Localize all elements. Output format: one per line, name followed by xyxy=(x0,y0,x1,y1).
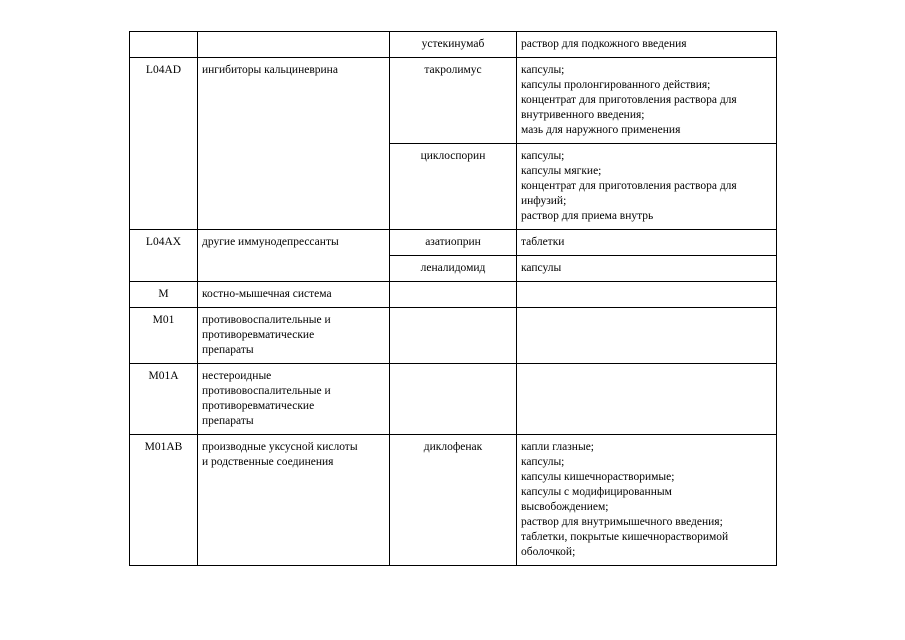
table-row xyxy=(130,32,777,58)
atc-code-cell: L04AX xyxy=(130,230,198,282)
group-name-line: препараты xyxy=(202,344,254,356)
dosage-form-line: капсулы пролонгированного действия; xyxy=(521,79,711,91)
table-row xyxy=(130,308,777,364)
group-name-line: костно-мышечная система xyxy=(202,288,332,300)
group-name-line: другие иммунодепрессанты xyxy=(202,236,339,248)
dosage-form-line: раствор для подкожного введения xyxy=(521,38,687,50)
dosage-form-line: оболочкой; xyxy=(521,546,576,558)
drug-name-cell xyxy=(390,282,517,308)
atc-code-cell: M xyxy=(130,282,198,308)
anatomical-group-cell xyxy=(198,282,390,308)
dosage-form-line: высвобождением; xyxy=(521,501,609,513)
group-name-line: производные уксусной кислоты xyxy=(202,441,358,453)
dosage-form-line: концентрат для приготовления раствора для xyxy=(521,94,737,106)
atc-code-cell: L04AD xyxy=(130,58,198,230)
dosage-form-line: капсулы; xyxy=(521,64,565,76)
drug-name-cell xyxy=(390,308,517,364)
anatomical-group-cell xyxy=(198,230,390,282)
group-name-line: и родственные соединения xyxy=(202,456,334,468)
anatomical-group-cell xyxy=(198,364,390,435)
dosage-form-line: капли глазные; xyxy=(521,441,594,453)
dosage-form-line: капсулы xyxy=(521,262,562,274)
dosage-forms-cell xyxy=(517,256,777,282)
anatomical-group-cell xyxy=(198,32,390,58)
drug-name-cell xyxy=(390,364,517,435)
group-name-line: противовоспалительные и xyxy=(202,314,331,326)
dosage-forms-cell xyxy=(517,230,777,256)
table-row xyxy=(130,58,777,144)
drug-name-cell: диклофенак xyxy=(390,435,517,566)
drug-classification-table xyxy=(129,31,777,566)
dosage-forms-cell xyxy=(517,58,777,144)
dosage-form-line: концентрат для приготовления раствора для xyxy=(521,180,737,192)
dosage-form-line: капсулы с модифицированным xyxy=(521,486,672,498)
anatomical-group-cell xyxy=(198,435,390,566)
table-body xyxy=(130,32,777,566)
drug-name-cell: циклоспорин xyxy=(390,144,517,230)
atc-code-cell: M01A xyxy=(130,364,198,435)
dosage-forms-cell xyxy=(517,364,777,435)
dosage-form-line: мазь для наружного применения xyxy=(521,124,681,136)
group-name-line: противоревматические xyxy=(202,400,315,412)
dosage-forms-cell xyxy=(517,282,777,308)
group-name-line: нестероидные xyxy=(202,370,272,382)
group-name-line: ингибиторы кальциневрина xyxy=(202,64,338,76)
dosage-form-line: капсулы мягкие; xyxy=(521,165,602,177)
dosage-form-line: капсулы; xyxy=(521,150,565,162)
drug-name-cell: устекинумаб xyxy=(390,32,517,58)
table-row xyxy=(130,230,777,256)
dosage-form-line: капсулы кишечнорастворимые; xyxy=(521,471,675,483)
table-row xyxy=(130,435,777,566)
atc-code-cell xyxy=(130,32,198,58)
group-name-line: препараты xyxy=(202,415,254,427)
drug-name-cell: такролимус xyxy=(390,58,517,144)
dosage-forms-cell xyxy=(517,32,777,58)
dosage-form-line: раствор для внутримышечного введения; xyxy=(521,516,723,528)
dosage-forms-cell xyxy=(517,308,777,364)
dosage-form-line: капсулы; xyxy=(521,456,565,468)
dosage-forms-cell xyxy=(517,144,777,230)
dosage-form-line: внутривенного введения; xyxy=(521,109,645,121)
table-row xyxy=(130,282,777,308)
atc-code-cell: M01AB xyxy=(130,435,198,566)
dosage-form-line: таблетки, покрытые кишечнорастворимой xyxy=(521,531,729,543)
anatomical-group-cell xyxy=(198,58,390,230)
dosage-form-line: инфузий; xyxy=(521,195,567,207)
drug-name-cell: азатиоприн xyxy=(390,230,517,256)
dosage-form-line: раствор для приема внутрь xyxy=(521,210,654,222)
atc-code-cell: M01 xyxy=(130,308,198,364)
group-name-line: противовоспалительные и xyxy=(202,385,331,397)
anatomical-group-cell xyxy=(198,308,390,364)
dosage-form-line: таблетки xyxy=(521,236,565,248)
table-row xyxy=(130,364,777,435)
group-name-line: противоревматические xyxy=(202,329,315,341)
drug-name-cell: леналидомид xyxy=(390,256,517,282)
dosage-forms-cell xyxy=(517,435,777,566)
